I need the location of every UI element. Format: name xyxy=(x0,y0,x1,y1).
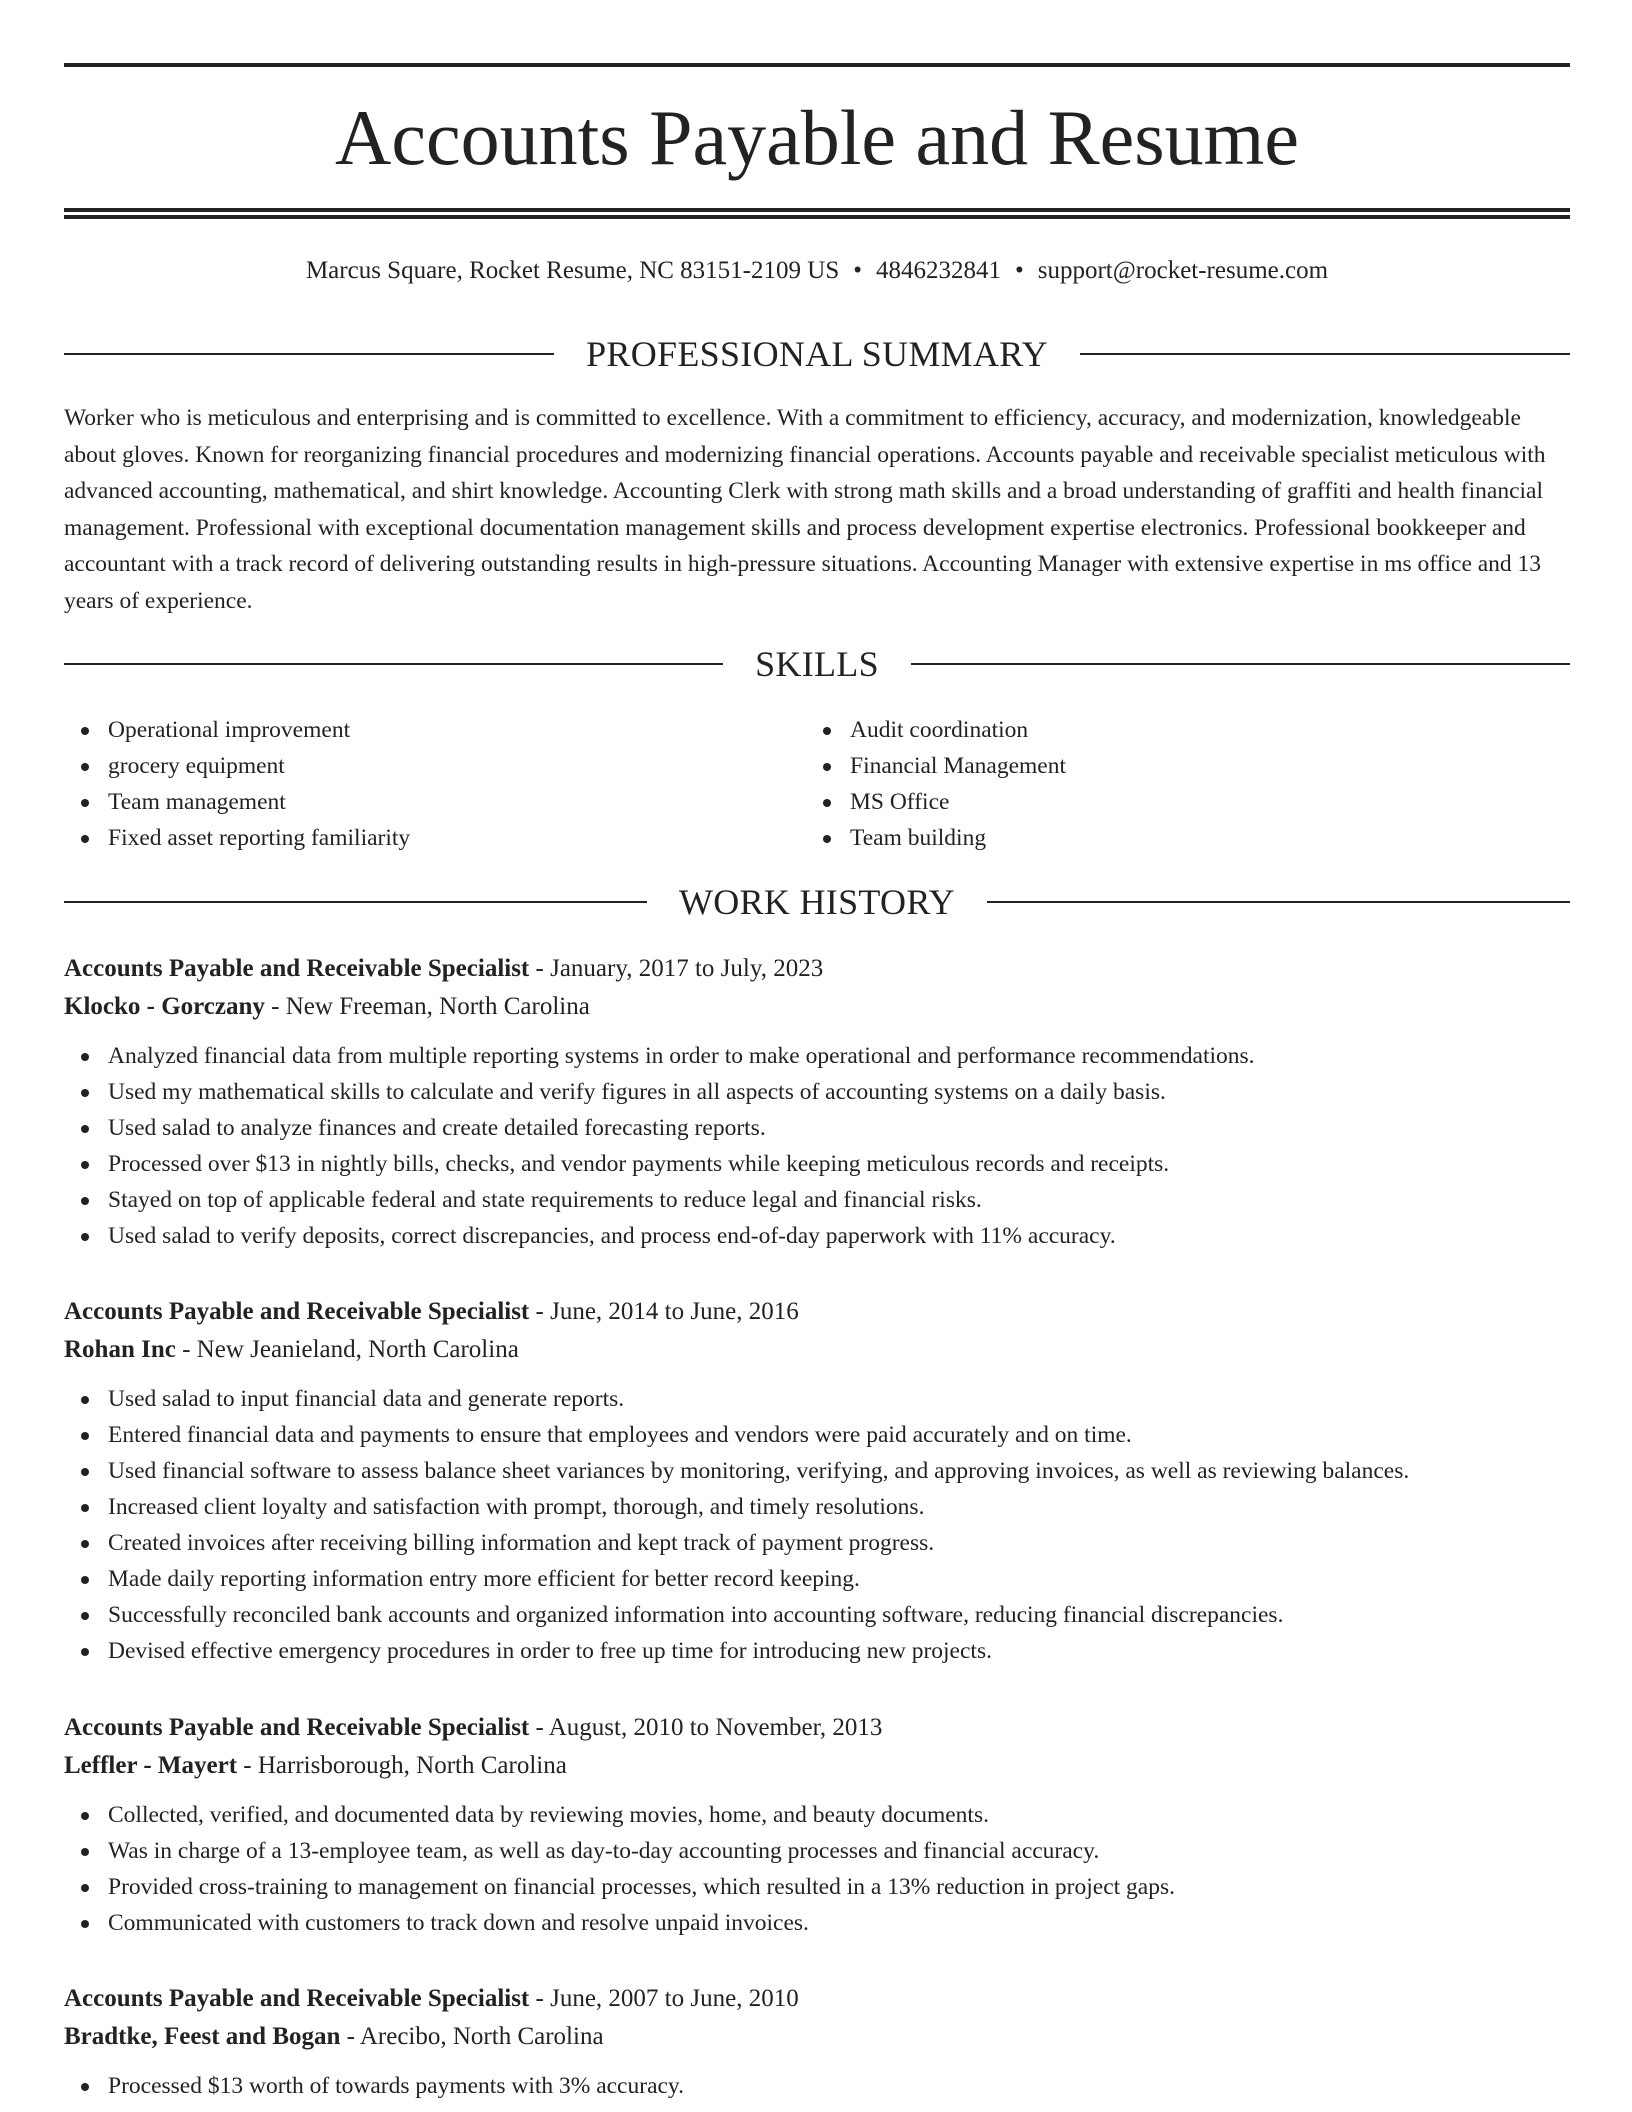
summary-title: PROFESSIONAL SUMMARY xyxy=(586,334,1048,374)
job-bullet: Devised effective emergency procedures in order to free up time for introducing new projects. xyxy=(64,1633,1570,1669)
summary-heading xyxy=(64,334,1570,374)
summary-text: Worker who is meticulous and enterprising and is committed to excellence. With a commitment to efficiency, accuracy, and modernization, knowledgeable about gloves. Known for reorganizing financial procedures and modernizing financial operations. Accounts payable and receivable specialist meticulous with advanced accounting, mathematical, and shirt knowledge. Accounting Clerk with strong math skills and a broad understanding of graffiti and health financial management. Professional with exceptional documentation management skills and process development expertise electronics. Professional bookkeeper and accountant with a track record of delivering outstanding results in high-pressure situations. Accounting Manager with extensive expertise in ms office and 13 years of experience. xyxy=(64,405,1546,614)
job-dates: August, 2010 to November, 2013 xyxy=(548,1714,883,1741)
skill-item: Audit coordination xyxy=(806,712,1548,748)
job-bullet: Stayed on top of applicable federal and state requirements to reduce legal and financial risks. xyxy=(64,1182,1570,1218)
job-company: Rohan Inc xyxy=(64,1336,176,1363)
skill-item: Operational improvement xyxy=(64,712,806,748)
job-bullet: Used salad to input financial data and generate reports. xyxy=(64,1381,1570,1417)
job-dash: - xyxy=(529,1298,551,1325)
job-location: Harrisborough, North Carolina xyxy=(257,1752,567,1779)
skills-title: SKILLS xyxy=(755,644,879,684)
job-bullet: Used salad to analyze finances and create detailed forecasting reports. xyxy=(64,1110,1570,1146)
job-company-line xyxy=(64,1747,1570,1785)
contact-phone: 4846232841 xyxy=(875,257,1001,284)
job-company: Leffler - Mayert xyxy=(64,1752,238,1779)
job-company: Klocko - Gorczany xyxy=(64,993,265,1020)
job-dates: January, 2017 to July, 2023 xyxy=(550,955,824,982)
job-role: Accounts Payable and Receivable Specialist xyxy=(64,1985,530,2012)
heading-rule-right xyxy=(1080,353,1570,355)
job-entry xyxy=(64,1293,1570,1669)
skills-list-right xyxy=(806,712,1548,856)
contact-email: support@rocket-resume.com xyxy=(1037,257,1329,284)
heading-rule-left xyxy=(64,901,647,903)
job-company: Bradtke, Feest and Bogan xyxy=(64,2023,341,2050)
job-dash: - xyxy=(529,1985,551,2012)
skill-item: grocery equipment xyxy=(64,748,806,784)
job-entry xyxy=(64,1709,1570,1941)
job-bullets xyxy=(64,1381,1570,1669)
job-bullet: Provided cross-training to management on financial processes, which resulted in a 13% reduction in project gaps. xyxy=(64,1869,1570,1905)
job-bullet: Entered financial data and payments to ensure that employees and vendors were paid accurately and on time. xyxy=(64,1417,1570,1453)
job-dash: - xyxy=(529,955,551,982)
contact-line xyxy=(64,254,1570,288)
work-heading xyxy=(64,882,1570,922)
skill-item: Team building xyxy=(806,820,1548,856)
header-bottom-rule xyxy=(64,208,1570,212)
job-company-line xyxy=(64,1331,1570,1369)
job-bullets xyxy=(64,1797,1570,1941)
job-title-line xyxy=(64,1980,1570,2018)
job-role: Accounts Payable and Receivable Specialist xyxy=(64,1714,530,1741)
job-title-line xyxy=(64,950,1570,988)
skills-list-left xyxy=(64,712,806,856)
job-bullet: Created invoices after receiving billing information and kept track of payment progress. xyxy=(64,1525,1570,1561)
skill-item: Financial Management xyxy=(806,748,1548,784)
job-location: Arecibo, North Carolina xyxy=(359,2023,604,2050)
job-entry xyxy=(64,950,1570,1254)
heading-rule-left xyxy=(64,663,723,665)
skills-columns xyxy=(64,712,1570,856)
job-title-line xyxy=(64,1293,1570,1331)
contact-separator: • xyxy=(853,257,862,284)
job-dash: - xyxy=(529,1714,549,1741)
heading-rule-left xyxy=(64,353,554,355)
job-dates: June, 2007 to June, 2010 xyxy=(550,1985,799,2012)
resume-title: Accounts Payable and Resume xyxy=(335,94,1299,181)
job-bullet: Processed over $13 in nightly bills, checks, and vendor payments while keeping meticulous records and receipts. xyxy=(64,1146,1570,1182)
job-bullets xyxy=(64,1038,1570,1254)
heading-rule-right xyxy=(911,663,1570,665)
job-bullet: Processed $13 worth of towards payments with 3% accuracy. xyxy=(64,2068,1570,2104)
job-bullet: Made daily reporting information entry more efficient for better record keeping. xyxy=(64,1561,1570,1597)
job-dash: - xyxy=(175,1336,197,1363)
contact-separator: • xyxy=(1014,257,1024,284)
job-location: New Jeanieland, North Carolina xyxy=(196,1336,519,1363)
job-bullet: Was in charge of a 13-employee team, as well as day-to-day accounting processes and financial accuracy. xyxy=(64,1833,1570,1869)
skill-item: MS Office xyxy=(806,784,1548,820)
job-dash: - xyxy=(237,1752,258,1779)
heading-rule-right xyxy=(987,901,1570,903)
job-dash: - xyxy=(340,2023,360,2050)
job-company-line xyxy=(64,988,1570,1026)
job-bullet: Communicated with customers to track down and resolve unpaid invoices. xyxy=(64,1905,1570,1941)
skill-item: Team management xyxy=(64,784,806,820)
job-title-line xyxy=(64,1709,1570,1747)
contact-address: Marcus Square, Rocket Resume, NC 83151-2109 US xyxy=(305,257,840,284)
job-bullet: Collected, verified, and documented data by reviewing movies, home, and beauty documents. xyxy=(64,1797,1570,1833)
job-bullet: Analyzed financial data from multiple reporting systems in order to make operational and performance recommendations. xyxy=(64,1038,1570,1074)
job-entry xyxy=(64,1980,1570,2104)
job-bullet: Used my mathematical skills to calculate and verify figures in all aspects of accounting systems on a daily basis. xyxy=(64,1074,1570,1110)
job-role: Accounts Payable and Receivable Specialist xyxy=(64,955,530,982)
header-top-rule xyxy=(64,63,1570,67)
job-bullet: Used salad to verify deposits, correct discrepancies, and process end-of-day paperwork with 11% accuracy. xyxy=(64,1218,1570,1254)
work-title: WORK HISTORY xyxy=(679,882,955,922)
job-dash: - xyxy=(264,993,286,1020)
skills-heading xyxy=(64,644,1570,684)
job-bullet: Successfully reconciled bank accounts and organized information into accounting software, reducing financial discrepancies. xyxy=(64,1597,1570,1633)
job-location: New Freeman, North Carolina xyxy=(285,993,590,1020)
skill-item: Fixed asset reporting familiarity xyxy=(64,820,806,856)
header-bottom-rule-second xyxy=(64,215,1570,219)
job-dates: June, 2014 to June, 2016 xyxy=(550,1298,799,1325)
job-bullets xyxy=(64,2068,1570,2104)
job-company-line xyxy=(64,2018,1570,2056)
job-bullet: Increased client loyalty and satisfaction with prompt, thorough, and timely resolutions. xyxy=(64,1489,1570,1525)
job-role: Accounts Payable and Receivable Specialist xyxy=(64,1298,530,1325)
job-bullet: Used financial software to assess balance sheet variances by monitoring, verifying, and approving invoices, as well as reviewing balances. xyxy=(64,1453,1570,1489)
